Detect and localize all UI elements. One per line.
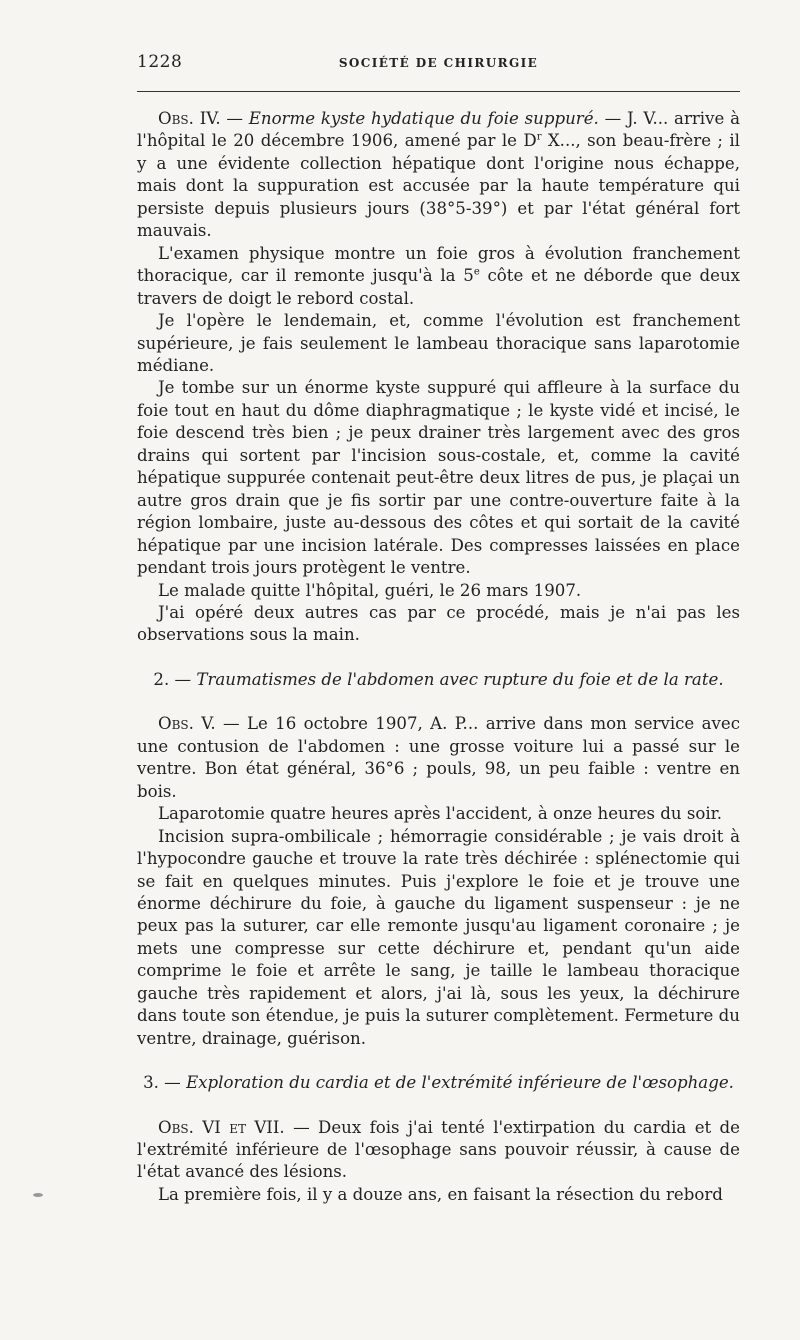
obs-6-intro [137, 1117, 740, 1184]
section-heading-3 [137, 1072, 740, 1094]
obs-label: Obs. IV. [158, 109, 221, 128]
margin-mark-icon [32, 1192, 44, 1198]
obs-label: Obs. V. [158, 714, 216, 734]
dash: — [220, 109, 249, 128]
obs-title: Enorme kyste hydatique du foie suppuré. [248, 109, 599, 128]
section-title: Traumatismes de l'abdomen avec rupture du foie et de la rate. [196, 669, 724, 689]
section-number: 2. — [153, 669, 197, 689]
paragraph: J'ai opéré deux autres cas par ce procédé, mais je n'ai pas les observations sous la main. [137, 602, 740, 645]
section-number: 3. — [143, 1073, 187, 1093]
page-number: 1228 [137, 52, 183, 72]
paragraph-text: X..., son beau-frère ; il y a une évidente collection hépatique dont l'origine nous échappe, mais dont la suppuration est accusée par la haute température qui persiste depuis plusieurs jours (38°5-39°) et par l'état général fort mauvais. [137, 131, 740, 241]
paragraph-text: côte et ne déborde que deux travers de doigt le rebord costal. [137, 266, 740, 308]
paragraph-text: — Deux fois j'ai tenté l'extirpation du cardia et de l'extrémité inférieure de l'œsophage sans pouvoir réussir, à cause de l'état avancé des lésions. [137, 1117, 740, 1182]
paragraph [137, 243, 740, 310]
superscript: r [536, 131, 542, 143]
superscript: e [473, 266, 480, 278]
section-title: Exploration du cardia et de l'extrémité inférieure de l'œsophage. [186, 1073, 734, 1093]
paragraph: Incision supra-ombilicale ; hémorragie considérable ; je vais droit à l'hypocondre gauche et trouve la rate très déchirée : splénectomie qui se fait en quelques minutes. Puis j'explore le foie et je trouve une énorme déchirure du foie, à gauche du ligament suspenseur : je ne peux pas la suturer, car elle remonte jusqu'au ligament coronaire ; je mets une compresse sur cette déchirure et, pendant qu'un aide comprime le foie et arrête le sang, je taille le lambeau thoracique gauche très rapidement et alors, j'ai là, sous les yeux, la déchirure dans toute son étendue, je puis la suturer complètement. Fermeture du ventre, drainage, guérison. [137, 826, 740, 1048]
paragraph: La première fois, il y a douze ans, en faisant la résection du rebord [158, 1184, 723, 1204]
obs-label: Obs. VI et VII. [158, 1117, 285, 1137]
paragraph: Je l'opère le lendemain, et, comme l'évolution est franchement supérieure, je fais seulement le lambeau thoracique sans laparotomie médiane. [137, 311, 740, 375]
section-heading-2 [137, 669, 740, 691]
paragraph: Je tombe sur un énorme kyste suppuré qui affleure à la surface du foie tout en haut du dôme diaphragmatique ; le kyste vidé et incisé, le foie descend très bien ; je peux drainer très largement avec des gros drains qui sortent par l'incision sous-costale, et, comme la cavité hépatique suppurée contenait peut-être deux litres de pus, je plaçai un autre gros drain que je fis sortir par une contre-ouverture faite à la région lombaire, juste au-dessous des côtes et qui sortait de la cavité hépatique par une incision latérale. Des compresses laissées en place pendant trois jours protègent le ventre. [137, 378, 740, 578]
running-head: SOCIÉTÉ DE CHIRURGIE [338, 56, 539, 70]
paragraph: Laparotomie quatre heures après l'accident, à onze heures du soir. [158, 804, 723, 824]
obs-5-intro [137, 713, 740, 803]
paragraph: Le malade quitte l'hôpital, guéri, le 26 mars 1907. [158, 580, 582, 600]
body-text [137, 108, 740, 1206]
header-rule [137, 91, 740, 92]
page-header [137, 52, 740, 76]
obs-4-intro [137, 108, 740, 243]
paragraph-text: — J. V... arrive à l'hôpital le 20 décembre 1906, amené par le D [137, 109, 740, 151]
paragraph-text: — Le 16 octobre 1907, A. P... arrive dans mon service avec une contusion de l'abdomen : une grosse voiture lui a passé sur le ventre. Bon état général, 36°6 ; pouls, 98, un peu faible : ventre en bois. [137, 714, 740, 801]
paragraph-text: L'examen physique montre un foie gros à évolution franchement thoracique, car il remonte jusqu'à la 5 [137, 243, 740, 286]
margin-mark [32, 1190, 44, 1196]
